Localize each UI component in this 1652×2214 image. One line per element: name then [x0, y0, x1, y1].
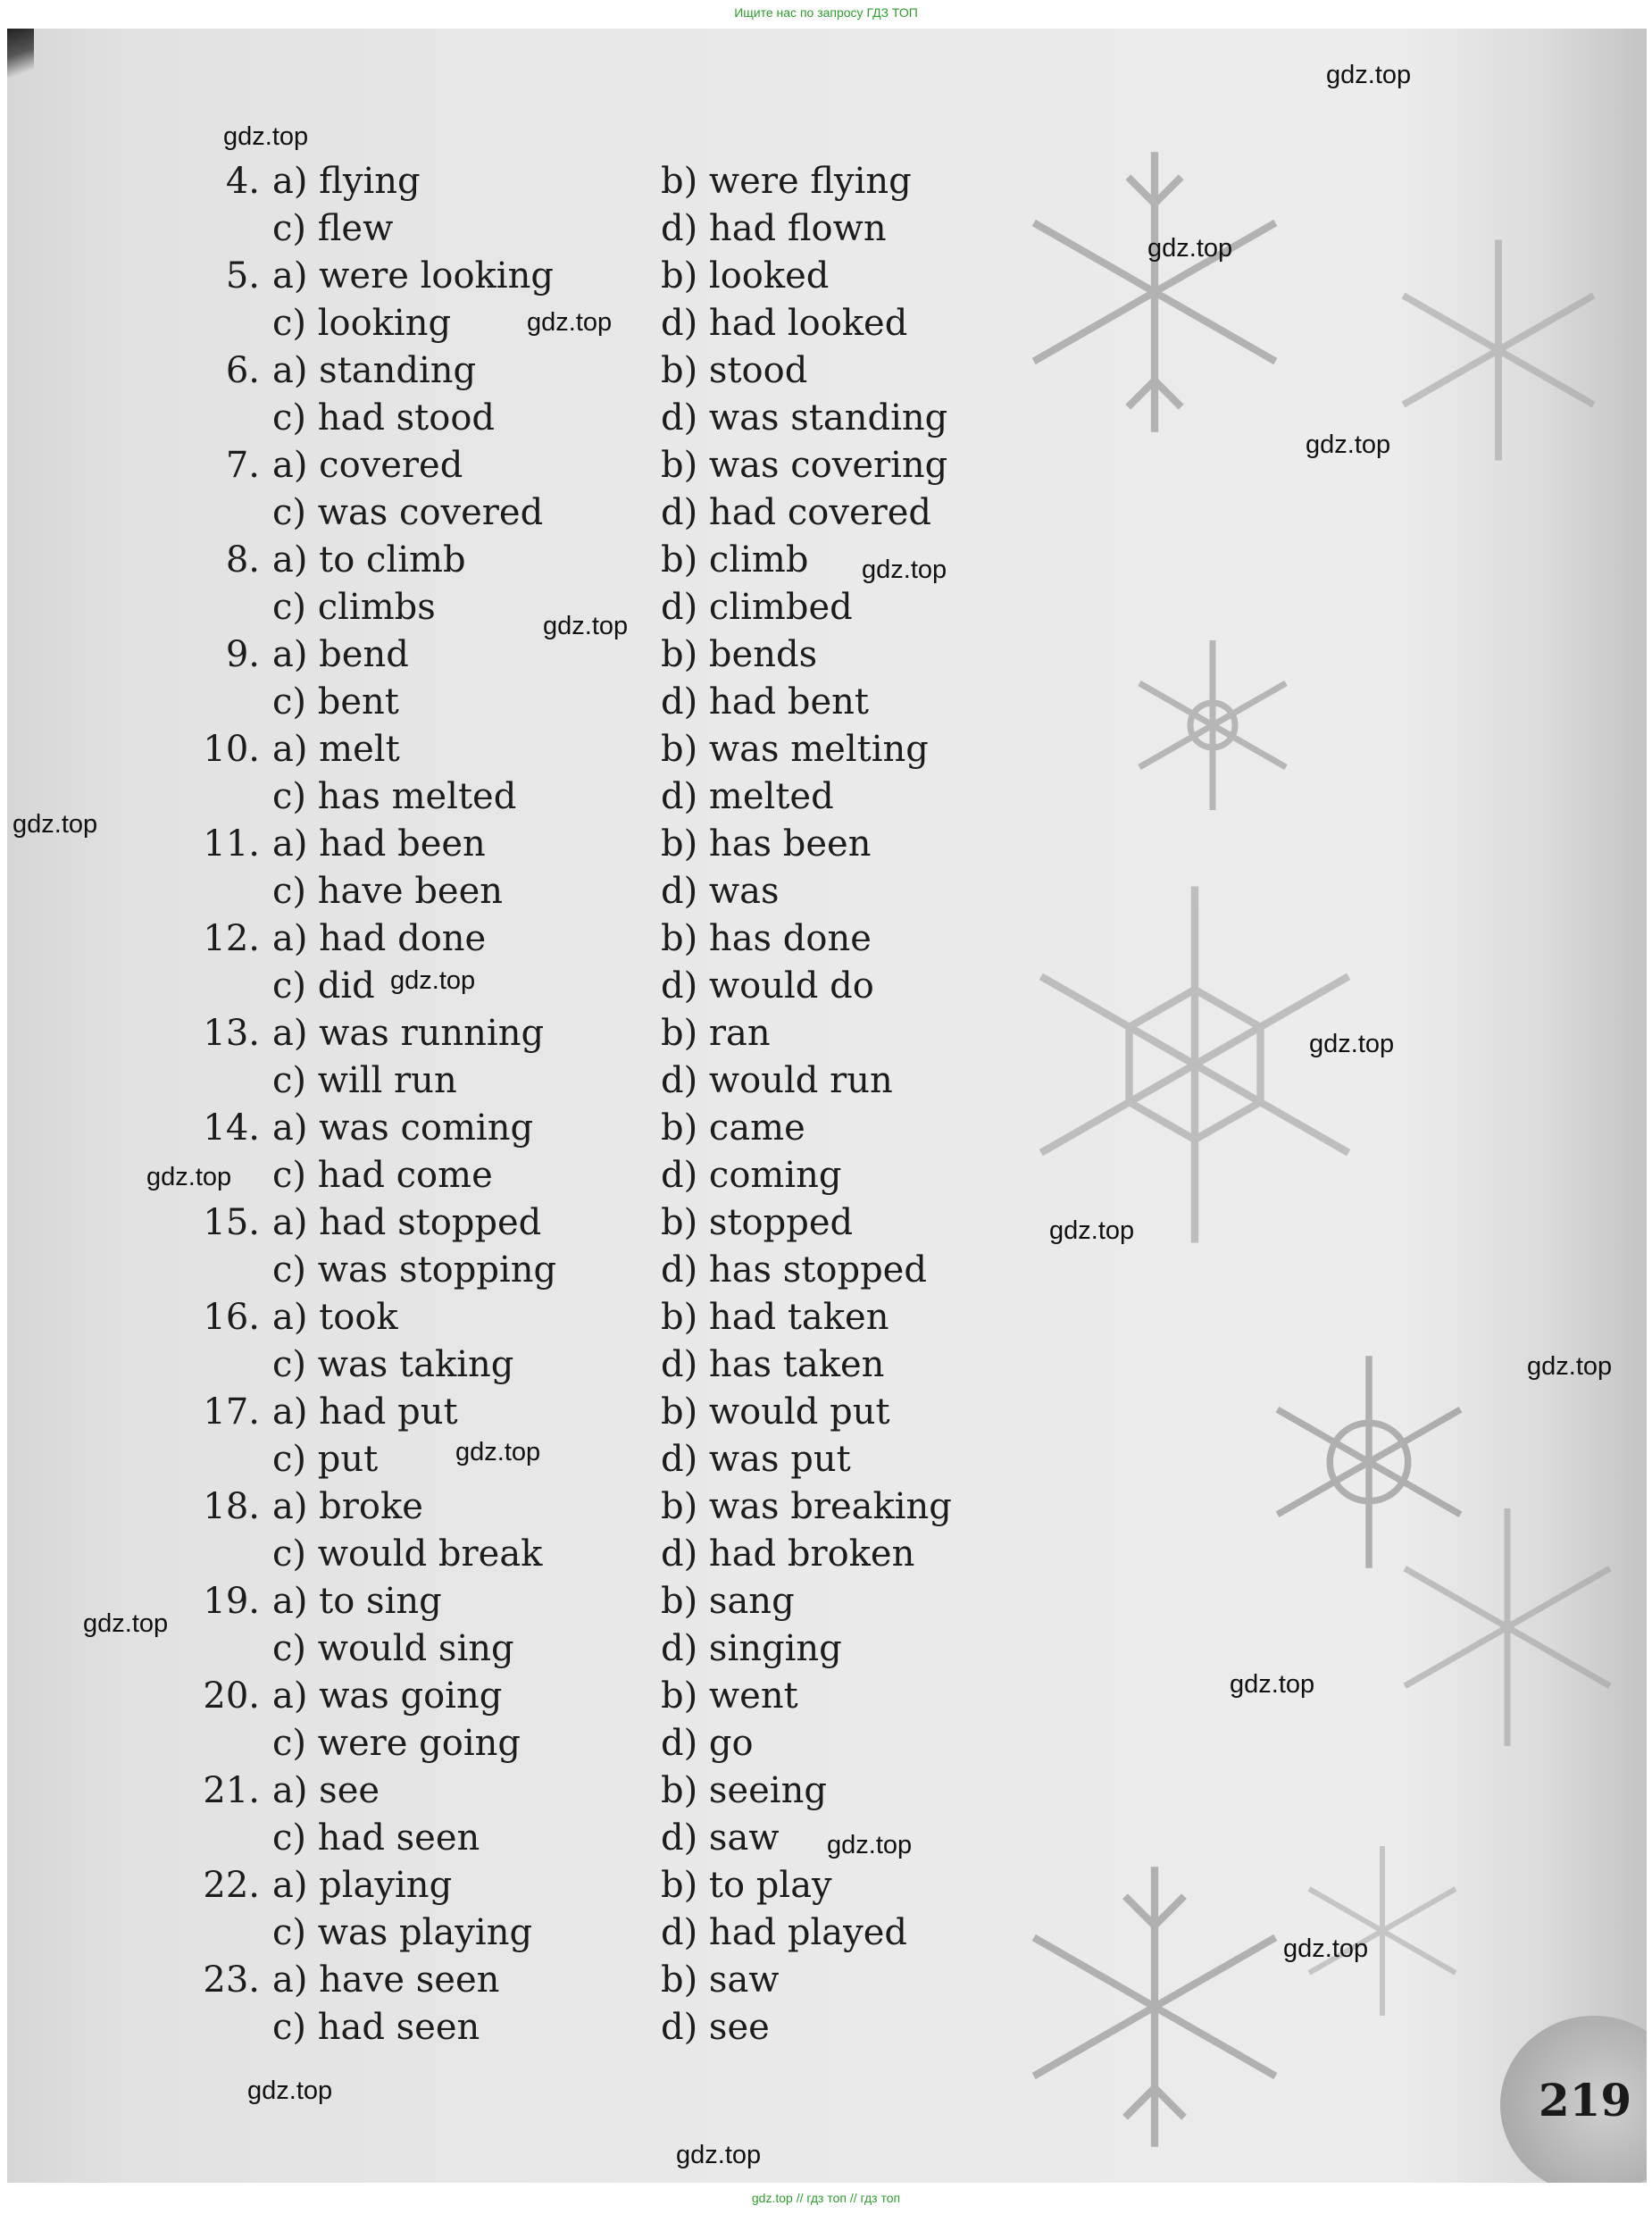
option-b: b) was breaking — [661, 1486, 952, 1527]
item-number: 10. — [203, 729, 260, 770]
option-c: c) had stood — [272, 397, 496, 439]
option-c: c) will run — [272, 1060, 457, 1101]
watermark: gdz.top — [862, 556, 947, 584]
list-item — [0, 1862, 1072, 1957]
option-d: d) was put — [661, 1439, 851, 1480]
list-item — [0, 1199, 1072, 1294]
option-d: d) was — [661, 871, 780, 912]
watermark: gdz.top — [543, 612, 629, 640]
watermark: gdz.top — [146, 1163, 232, 1191]
snowflake-icon — [1123, 636, 1302, 815]
option-c: c) had seen — [272, 1817, 480, 1859]
option-b: b) was melting — [661, 729, 929, 770]
list-item — [0, 915, 1072, 1010]
snowflake-icon — [1293, 1842, 1472, 2020]
watermark: gdz.top — [247, 2076, 333, 2105]
option-d: d) see — [661, 2007, 770, 2048]
option-c: c) was taking — [272, 1344, 514, 1385]
item-number: 21. — [203, 1770, 260, 1811]
option-c: c) did — [272, 965, 375, 1007]
watermark: gdz.top — [1230, 1670, 1315, 1699]
option-c: c) was covered — [272, 492, 544, 533]
option-b: b) seeing — [661, 1770, 827, 1811]
option-a: a) had put — [272, 1391, 458, 1433]
option-d: d) would do — [661, 965, 874, 1007]
page-corner-shadow — [7, 29, 34, 91]
page-number: 219 — [1538, 2074, 1632, 2126]
option-a: a) bend — [272, 634, 409, 675]
option-b: b) ran — [661, 1013, 771, 1054]
watermark: gdz.top — [223, 122, 309, 151]
option-b: b) were flying — [661, 161, 912, 202]
option-c: c) had seen — [272, 2007, 480, 2048]
list-item — [0, 158, 1072, 253]
option-a: a) was going — [272, 1675, 503, 1717]
option-b: b) had taken — [661, 1297, 889, 1338]
option-a: a) broke — [272, 1486, 423, 1527]
option-c: c) flew — [272, 208, 394, 249]
option-a: a) playing — [272, 1865, 453, 1906]
option-c: c) have been — [272, 871, 504, 912]
option-b: b) looked — [661, 255, 830, 297]
option-a: a) had done — [272, 918, 487, 959]
list-item — [0, 1010, 1072, 1105]
list-item — [0, 726, 1072, 821]
option-d: d) had bent — [661, 681, 869, 723]
item-number: 23. — [203, 1959, 260, 2001]
option-d: d) had broken — [661, 1533, 915, 1575]
option-d: d) coming — [661, 1155, 842, 1196]
option-d: d) has stopped — [661, 1249, 927, 1291]
item-number: 17. — [203, 1391, 260, 1433]
watermark: gdz.top — [1326, 61, 1412, 89]
item-number: 20. — [203, 1675, 260, 1717]
watermark: gdz.top — [455, 1438, 541, 1466]
watermark: gdz.top — [390, 966, 476, 995]
snowflake-icon — [1382, 1502, 1632, 1752]
option-d: d) had played — [661, 1912, 907, 1953]
watermark: gdz.top — [1147, 234, 1233, 263]
option-a: a) was running — [272, 1013, 545, 1054]
watermark: gdz.top — [1049, 1216, 1135, 1245]
watermark: gdz.top — [527, 308, 613, 337]
option-b: b) would put — [661, 1391, 890, 1433]
watermark: gdz.top — [13, 810, 98, 839]
option-d: d) singing — [661, 1628, 842, 1669]
option-c: c) were going — [272, 1723, 521, 1764]
option-b: b) sang — [661, 1581, 795, 1622]
watermark: gdz.top — [676, 2141, 762, 2169]
option-d: d) would run — [661, 1060, 893, 1101]
watermark: gdz.top — [827, 1831, 913, 1859]
option-b: b) bends — [661, 634, 818, 675]
item-number: 19. — [203, 1581, 260, 1622]
watermark: gdz.top — [1309, 1030, 1395, 1058]
option-a: a) took — [272, 1297, 398, 1338]
option-a: a) to climb — [272, 539, 466, 581]
option-c: c) looking — [272, 303, 452, 344]
bottom-banner: gdz.top // гдз топ // гдз топ — [751, 2191, 901, 2205]
item-number: 9. — [225, 634, 260, 675]
option-d: d) had looked — [661, 303, 908, 344]
list-item — [0, 1294, 1072, 1389]
list-item — [0, 821, 1072, 915]
option-a: a) had been — [272, 823, 486, 865]
option-b: b) has been — [661, 823, 872, 865]
list-item — [0, 1957, 1072, 2051]
option-a: a) had stopped — [272, 1202, 542, 1243]
item-number: 18. — [203, 1486, 260, 1527]
item-number: 8. — [225, 539, 260, 581]
option-d: d) has taken — [661, 1344, 885, 1385]
item-number: 6. — [225, 350, 260, 391]
option-a: a) melt — [272, 729, 400, 770]
watermark: gdz.top — [1283, 1934, 1369, 1963]
list-item — [0, 1483, 1072, 1578]
option-c: c) has melted — [272, 776, 517, 817]
item-number: 12. — [203, 918, 260, 959]
option-d: d) had covered — [661, 492, 932, 533]
watermark: gdz.top — [1306, 430, 1391, 459]
item-number: 11. — [203, 823, 260, 865]
item-number: 13. — [203, 1013, 260, 1054]
item-number: 15. — [203, 1202, 260, 1243]
watermark: gdz.top — [1527, 1352, 1613, 1381]
option-c: c) was stopping — [272, 1249, 557, 1291]
option-d: d) saw — [661, 1817, 780, 1859]
option-a: a) standing — [272, 350, 477, 391]
top-banner: Ищите нас по запросу ГДЗ ТОП — [734, 5, 918, 20]
option-c: c) put — [272, 1439, 379, 1480]
option-d: d) melted — [661, 776, 834, 817]
option-c: c) would break — [272, 1533, 543, 1575]
watermark: gdz.top — [83, 1609, 169, 1638]
list-item — [0, 347, 1072, 442]
option-b: b) to play — [661, 1865, 832, 1906]
option-c: c) climbs — [272, 587, 436, 628]
option-d: d) was standing — [661, 397, 948, 439]
list-item — [0, 631, 1072, 726]
option-b: b) stood — [661, 350, 808, 391]
option-b: b) went — [661, 1675, 798, 1717]
list-item — [0, 442, 1072, 537]
item-number: 14. — [203, 1107, 260, 1149]
item-number: 22. — [203, 1865, 260, 1906]
option-c: c) had come — [272, 1155, 493, 1196]
option-a: a) was coming — [272, 1107, 534, 1149]
item-number: 4. — [225, 161, 260, 202]
option-d: d) climbed — [661, 587, 853, 628]
option-b: b) came — [661, 1107, 805, 1149]
option-c: c) bent — [272, 681, 399, 723]
option-c: c) would sing — [272, 1628, 514, 1669]
option-c: c) was playing — [272, 1912, 533, 1953]
snowflake-icon — [1382, 234, 1614, 466]
option-a: a) flying — [272, 161, 421, 202]
option-a: a) see — [272, 1770, 380, 1811]
option-d: d) had flown — [661, 208, 887, 249]
option-a: a) covered — [272, 445, 463, 486]
option-b: b) climb — [661, 539, 809, 581]
option-b: b) has done — [661, 918, 872, 959]
option-d: d) go — [661, 1723, 754, 1764]
option-a: a) have seen — [272, 1959, 500, 2001]
item-number: 5. — [225, 255, 260, 297]
item-number: 16. — [203, 1297, 260, 1338]
list-item — [0, 1673, 1072, 1767]
list-item — [0, 1389, 1072, 1483]
option-b: b) stopped — [661, 1202, 854, 1243]
option-a: a) to sing — [272, 1581, 442, 1622]
option-a: a) were looking — [272, 255, 554, 297]
item-number: 7. — [225, 445, 260, 486]
option-b: b) was covering — [661, 445, 948, 486]
option-b: b) saw — [661, 1959, 780, 2001]
